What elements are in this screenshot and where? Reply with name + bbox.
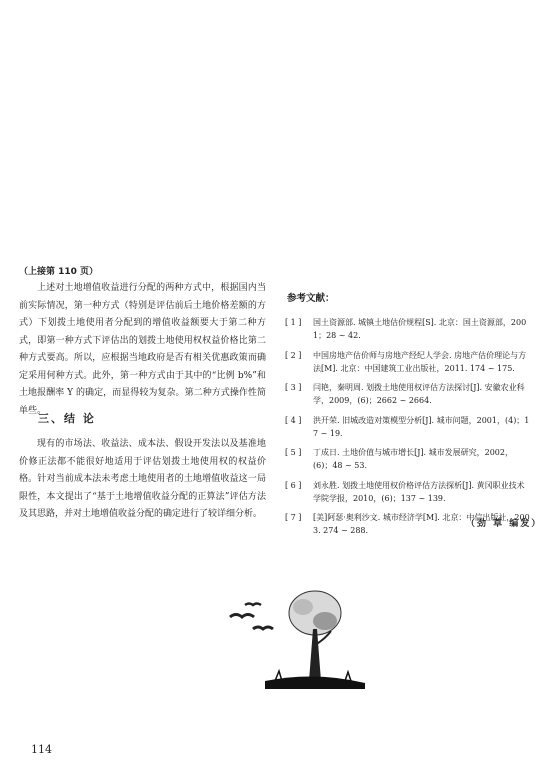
conclusion-body bbox=[19, 436, 266, 524]
reference-number: [ 4 ] bbox=[285, 415, 302, 425]
references-list bbox=[285, 316, 530, 544]
reference-text: 刘永胜. 划拨土地使用权价格评估方法探析[J]. 黄冈职业技术学院学报，2010，(6)；137 ~ 139. bbox=[313, 480, 525, 503]
reference-item bbox=[285, 349, 530, 375]
bird-icon bbox=[230, 615, 254, 618]
section-heading: 三、结 论 bbox=[38, 412, 96, 425]
reference-text: 国土资源部. 城镇土地估价规程[S]. 北京：国土资源部，2001；28 ~ 42. bbox=[313, 318, 527, 340]
reference-item bbox=[285, 446, 530, 472]
reference-text: 闫艳，秦明周. 划拨土地使用权评估方法探讨[J]. 安徽农业科学，2009，(6)；2662 ~ 2664. bbox=[313, 383, 525, 405]
reference-text: [美]阿瑟·奥利沙文. 城市经济学[M]. 北京：中信出版社，2003. 274 ~ 288. bbox=[313, 513, 530, 535]
reference-number: [ 2 ] bbox=[285, 350, 302, 360]
references-title: 参考文献： bbox=[287, 293, 335, 304]
reference-item bbox=[285, 381, 530, 407]
reference-item bbox=[285, 414, 530, 440]
bird-icon bbox=[245, 604, 261, 606]
left-column-paragraph: 上述对土地增值收益进行分配的两种方式中，根据国内当前实际情况，第一种方式（特别是评估前后土地价格差额的方式）下划拨土地使用者分配到的增值收益额要大于第二种方式，即第一种方式下评估出的划拨土地使用权权益价格比第二种方式要高。所以，应根据当地政府是否有相关优惠政策而确定采用何种方式。此外，第一种方式由于其中的“比例 b%”和土地报酬率 Y 的确定，而显得较为复杂。第二种方式操作性简单些。 bbox=[19, 283, 266, 416]
left-column-body bbox=[19, 280, 266, 420]
reference-number: [ 1 ] bbox=[285, 318, 302, 327]
editor-note: （劲 草 编发） bbox=[466, 519, 543, 529]
reference-text: 洪开荣. 旧城改造对策模型分析[J]. 城市问题，2001，(4)；17 ~ 19. bbox=[313, 415, 530, 438]
reference-text: 中国房地产估价师与房地产经纪人学会. 房地产估价理论与方法[M]. 北京：中国建筑工业出版社，2011. 174 ~ 175. bbox=[313, 350, 527, 373]
reference-number: [ 5 ] bbox=[285, 448, 302, 457]
decorative-illustration bbox=[205, 585, 375, 695]
reference-item bbox=[285, 316, 530, 342]
reference-number: [ 6 ] bbox=[285, 480, 302, 490]
reference-number: [ 7 ] bbox=[285, 513, 302, 522]
reference-number: [ 3 ] bbox=[285, 383, 302, 392]
reference-item bbox=[285, 479, 530, 505]
tree-icon bbox=[289, 591, 341, 681]
bird-icon bbox=[253, 627, 273, 629]
continued-note: （上接第 110 页） bbox=[19, 267, 99, 277]
page-number: 114 bbox=[31, 743, 52, 756]
reference-text: 丁成日. 土地价值与城市增长[J]. 城市发展研究，2002，(6)；48 ~ 53. bbox=[313, 448, 513, 470]
conclusion-paragraph: 现有的市场法、收益法、成本法、假设开发法以及基准地价修正法都不能很好地适用于评估划拨土地使用权的权益价格。针对当前成本法未考虑土地使用者的土地增值收益这一局限性，本文提出了“基于土地增值收益分配的正算法”评估方法及其思路，并对土地增值收益分配的确定进行了较详细分析。 bbox=[19, 439, 266, 519]
